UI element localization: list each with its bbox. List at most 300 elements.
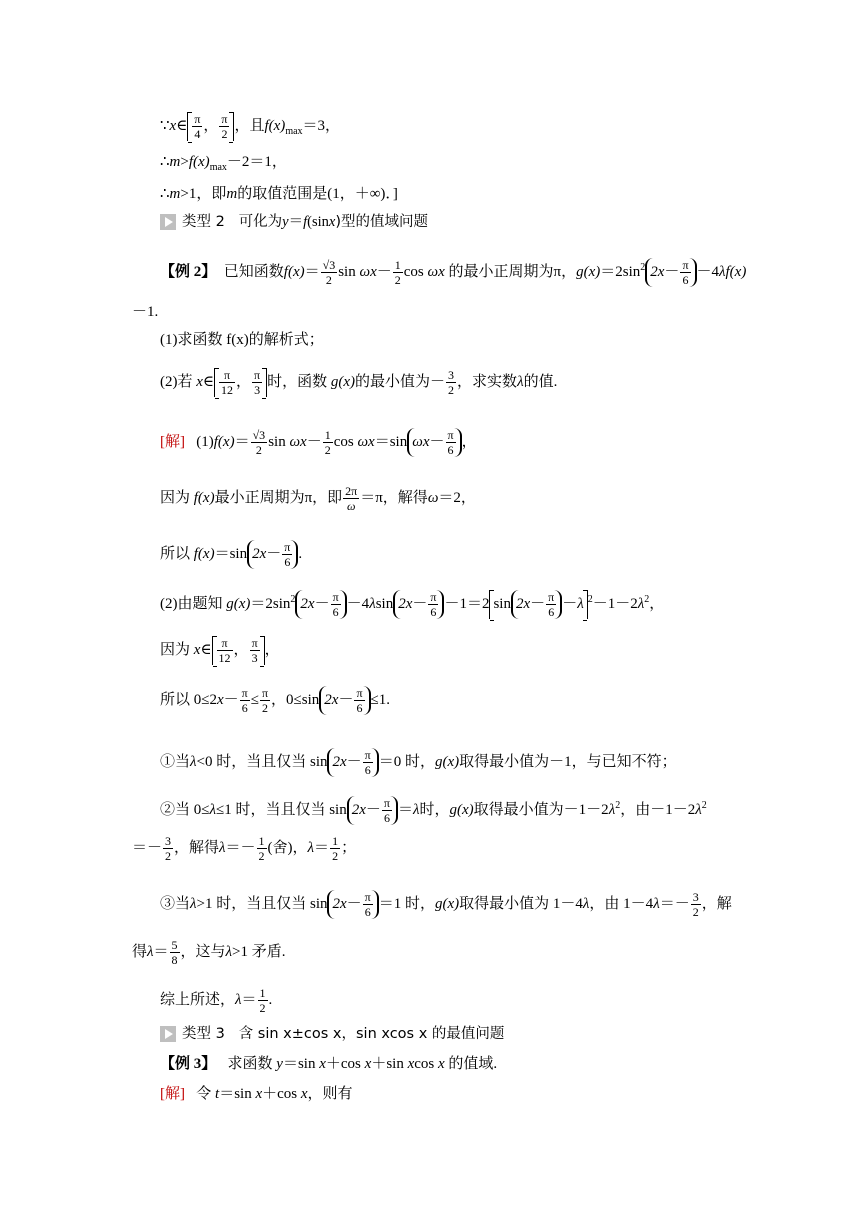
var-lambda: λ [190,753,197,770]
solution-line-2 [160,484,476,513]
text: sin [493,596,511,612]
expr: 2x [351,802,366,818]
question-2 [160,368,557,397]
proof-line-2 [160,152,287,178]
text: 得 [132,943,148,960]
numerator: 1 [394,258,401,273]
text: －4 [346,596,370,612]
text: － [376,264,392,280]
numerator: π [356,686,363,700]
text: ＝2， [438,489,476,506]
expr: 2x [252,545,267,562]
text: － [664,264,680,280]
numerator: π [261,686,269,700]
text: ＝ [153,943,169,960]
text: － [266,545,282,562]
var-t: t [215,1086,220,1102]
text: ，解 [701,895,732,912]
func-f: f(x) [213,433,235,450]
example-3 [160,1054,497,1074]
var-lambda: λ [307,839,315,856]
text: － [306,433,322,450]
interval: $\frac{\pi}{4}$ ， $\frac{\pi}{2}$ [187,112,234,141]
text: ≤ [250,691,259,708]
numerator: 1 [332,834,339,848]
case-1 [160,748,677,777]
fraction [330,834,340,863]
func-g: g(x) [226,596,251,612]
denominator: 3 [251,651,258,665]
text: >1 矛盾. [232,943,286,960]
text: － [346,753,362,770]
denominator: 2 [255,443,262,457]
fraction [382,796,392,825]
text: >1，即 [180,186,227,202]
numerator: √3 [252,428,266,442]
var-omega-x: ωx [289,433,307,450]
text: － [346,895,362,912]
text: (2)由题知 [160,596,223,612]
fraction [680,258,690,287]
var-omega-x: ωx [427,264,445,280]
text: －4 [696,264,720,280]
fraction [170,938,180,967]
numerator: 3 [165,834,172,848]
text: ＝0 时， [378,753,435,770]
expr: 2x [332,753,347,770]
text: ，则有 [307,1086,353,1102]
denominator: 2 [332,849,339,863]
fraction [252,368,262,397]
numerator: π [383,796,390,811]
text: 的最小值为－ [355,373,446,390]
fraction [217,636,233,665]
example-tag: 【例 3】 [160,1056,217,1072]
fraction [393,258,403,287]
denominator: 6 [383,811,390,826]
expr: λf(x) [719,264,747,280]
section-label: 类型 3 [182,1026,225,1042]
func-f: f(x) [283,264,305,280]
text: 可化为 [238,214,283,230]
text: (2)若 [160,373,193,390]
denominator: 6 [447,443,454,457]
proof-line-3 [160,184,398,204]
denominator: 4 [194,127,201,141]
func-f: f(x) [188,154,210,170]
text: ＝sin [214,545,248,562]
case-2-cont [132,834,356,863]
func-g: g(x) [449,802,474,818]
text: ，解得 [174,839,220,856]
text: ＝－ [225,839,256,856]
numerator: π [430,590,437,605]
fraction [251,428,268,457]
numerator: π [682,258,689,273]
text: 求函数 [227,1056,273,1072]
numerator: 2π [345,484,358,498]
text: 因为 [160,489,191,506]
text: － [338,691,354,708]
var-x: x [196,373,203,390]
var-lambda: λ [695,802,702,818]
text: ②当 0≤ [160,802,210,818]
paren-group [347,796,398,825]
text: 取得最小值为－1－2 [473,802,609,818]
text: . [268,991,273,1008]
text: ＋cos [262,1086,298,1102]
solution-3 [160,1084,353,1104]
subscript: max [285,125,303,137]
text: ＝1 时， [378,895,435,912]
text: ＋sin [371,1056,404,1072]
var-lambda: λ [235,991,242,1008]
fraction [240,686,250,715]
var-lambda: λ [653,895,660,912]
text: cos [333,433,354,450]
numerator: π [364,890,371,904]
numerator: π [332,590,339,605]
fraction [163,834,173,863]
in-symbol: ∈ [202,373,215,390]
numerator: 1 [324,428,331,442]
text: ≤1 时，当且仅当 sin [215,802,347,818]
var-omega-x: ωx [357,433,375,450]
text: － [314,596,330,612]
text: cos [403,264,424,280]
text: ＝ [314,839,330,856]
fraction [323,428,333,457]
text: <0 时，当且仅当 sin [196,753,328,770]
text: sin [338,264,356,280]
case-2 [160,796,707,825]
fraction [257,834,267,863]
var-omega-x: ωx [359,264,377,280]
denominator: 2 [394,273,401,288]
denominator: 2 [324,443,331,457]
paren-group [511,590,562,619]
interval: $\frac{\pi}{12}$ ， $\frac{\pi}{3}$ [214,368,267,397]
numerator: π [221,112,228,126]
denominator: 2 [448,383,455,397]
since-symbol: ∵ [160,117,170,134]
func-f: f [303,214,308,230]
text: ＝π，解得 [360,489,428,506]
paren-group [319,686,370,715]
var-omega: ω [427,489,439,506]
text: ③当 [160,895,191,912]
text: 综上所述， [160,991,236,1008]
example-2-line-1 [160,258,746,287]
text: 取得最小值为 1－4 [459,895,583,912]
fraction [343,484,359,513]
fraction [363,890,373,919]
fraction [219,368,235,397]
numerator: π [217,636,233,651]
numerator: π [548,590,555,605]
text: (1) [196,433,214,450]
superscript: 2 [701,800,707,811]
text: ， [649,596,665,612]
var-x: x [407,1056,415,1072]
var-x: x [438,1056,445,1072]
text: － [530,596,546,612]
text: (sin [307,214,329,230]
denominator: 6 [241,701,248,715]
denominator: 2 [262,701,268,715]
var-m: m [169,186,181,202]
denominator: 8 [171,953,178,967]
text: ，且 [234,117,265,134]
denominator: ω [346,499,356,513]
text: ＝ [234,433,250,450]
solution-line-3 [160,540,302,569]
fraction [363,748,373,777]
text: －1＝2 [444,596,490,612]
expr: 2x [324,691,339,708]
var-lambda: λ [369,596,376,612]
numerator: π [194,112,201,126]
section-heading-type-3 [160,1024,504,1044]
var-m: m [169,154,181,170]
paren-group [407,428,461,457]
var-x: x [364,1056,372,1072]
therefore-symbol: ∴ [160,154,170,170]
text: ≤1. [370,691,391,708]
text: 的值域. [448,1056,498,1072]
text: ＝ [397,802,413,818]
solution-line-5 [160,636,280,665]
summary [160,986,272,1015]
denominator: 2 [259,1001,266,1015]
func-f: f(x) [193,545,215,562]
denominator: 3 [254,383,261,397]
numerator: π [241,686,248,700]
var-lambda: λ [190,895,197,912]
interval: $\frac{\pi}{12}$ ， $\frac{\pi}{3}$ [212,636,265,665]
superscript: 2 [290,594,296,605]
text: 因为 [160,641,191,658]
var-lambda: λ [637,596,645,612]
denominator: 6 [430,605,437,620]
var-lambda: λ [147,943,154,960]
text: ＝ [241,991,257,1008]
denominator: 6 [356,701,363,715]
numerator: π [447,428,454,442]
expr: 2x [398,596,413,612]
func-f: f(x) [264,117,286,134]
text: 所以 0≤2 [160,691,217,708]
solution-line-1 [160,428,477,457]
in-symbol: ∈ [176,117,188,134]
var-m: m [226,186,238,202]
superscript: 2 [615,800,621,811]
fraction [192,112,202,141]
text: 时， [419,802,450,818]
text: ＝2sin [600,264,641,280]
fraction [446,368,456,397]
func-f: f(x) [193,489,215,506]
denominator: 6 [332,605,339,620]
text: >1 时，当且仅当 sin [196,895,328,912]
text: ，由－1－2 [620,802,696,818]
expr: 2x [300,596,315,612]
text: ①当 [160,753,191,770]
text: ，求实数 [457,373,518,390]
fraction [428,590,438,619]
text: ＝sin [282,1056,316,1072]
fraction [258,986,268,1015]
var-lambda: λ [608,802,616,818]
var-x: x [193,641,201,658]
numerator: 1 [258,834,265,848]
denominator: 2 [165,849,172,863]
text: . [298,545,303,562]
text: －1－2 [592,596,638,612]
fraction [691,890,701,919]
denominator: 2 [325,273,332,288]
func-g: g(x) [435,895,460,912]
numerator: π [219,368,235,383]
text: － [562,596,578,612]
text: ； [341,839,357,856]
denominator: 2 [221,127,228,141]
expr: 2x [332,895,347,912]
numerator: 3 [692,890,699,904]
solution-tag: [解] [160,433,185,450]
fraction [354,686,364,715]
example-tag: 【例 2】 [160,264,217,280]
text: ＝sin [374,433,408,450]
text: ＝－ [659,895,690,912]
text: (1)求函数 f(x)的解析式； [160,332,324,348]
denominator: 2 [258,849,265,863]
fraction [546,590,556,619]
play-triangle-icon [160,214,176,230]
text: － [429,433,445,450]
text: > [180,154,189,170]
denominator: 12 [218,651,231,665]
var-lambda: λ [225,943,233,960]
var-lambda: λ [413,802,420,818]
numerator: 3 [448,368,455,382]
text: 最小正周期为π，即 [214,489,343,506]
text: － [223,691,239,708]
superscript: 2 [644,594,650,605]
text: 已知函数 [223,264,284,280]
case-3 [160,890,732,919]
fraction [282,540,292,569]
proof-line-1 [160,112,340,142]
numerator: π [284,540,291,554]
fraction [331,590,341,619]
numerator: π [251,636,258,650]
fraction [446,428,456,457]
var-y: y [276,1056,283,1072]
text: ，0≤sin [271,691,320,708]
section-heading-type-2 [160,212,428,232]
var-lambda: λ [517,373,524,390]
text: ＝ [304,264,320,280]
paren-group [247,540,298,569]
solution-line-4 [160,590,664,619]
paren-group [327,890,378,919]
denominator: 6 [284,555,291,569]
var-lambda: λ [209,802,216,818]
numerator: √3 [322,258,336,273]
text: )型的值域问题 [335,214,428,230]
fraction [250,636,260,665]
var-x: x [216,691,224,708]
denominator: 6 [548,605,555,620]
text: 取得最小值为－1，与已知不符； [459,753,677,770]
expr: 2x [650,264,665,280]
paren-group [327,748,378,777]
paren-group [393,590,444,619]
text: ＝ [288,214,304,230]
superscript: 2 [640,262,646,273]
expr: 2x [515,596,531,612]
paren-group [295,590,346,619]
play-triangle-icon [160,1026,176,1042]
text: ＝sin [219,1086,252,1102]
text: (舍)， [267,839,308,856]
numerator: 1 [259,986,266,1000]
solution-line-6 [160,686,390,715]
denominator: 6 [364,905,371,919]
in-symbol: ∈ [200,641,212,658]
case-3-cont [132,938,286,967]
text: ， [264,641,280,658]
fraction [260,686,270,715]
text: － [365,802,381,818]
text: 的最小正周期为π， [448,264,577,280]
var-y: y [282,214,289,230]
superscript: 2 [587,594,593,605]
text: 时，函数 [267,373,328,390]
var-x: x [169,117,177,134]
text: sin [268,433,286,450]
text: ，由 1－4 [589,895,654,912]
func-g: g(x) [576,264,601,280]
text: ＝3， [302,117,341,134]
text: ，这与 [180,943,226,960]
denominator: 6 [682,273,689,288]
var-lambda: λ [219,839,226,856]
var-x: x [319,1056,326,1072]
paren-group [645,258,696,287]
fraction [321,258,338,287]
text: －1. [132,304,159,320]
section-label: 类型 2 [182,214,225,230]
text: 的值. [523,373,558,390]
func-g: g(x) [435,753,460,770]
var-x: x [255,1086,263,1102]
var-x: x [328,214,336,230]
numerator: 5 [171,938,178,952]
var-omega-x: ωx [412,433,430,450]
text: 令 [196,1086,212,1102]
numerator: π [254,368,261,382]
section-title: 含 sin x±cos x，sin xcos x 的最值问题 [238,1026,505,1042]
question-1 [160,330,324,350]
denominator: 12 [221,383,234,397]
text: ＝－ [132,839,163,856]
denominator: 2 [692,905,699,919]
fraction [219,112,229,141]
text: sin [375,596,394,612]
var-x: x [300,1086,308,1102]
